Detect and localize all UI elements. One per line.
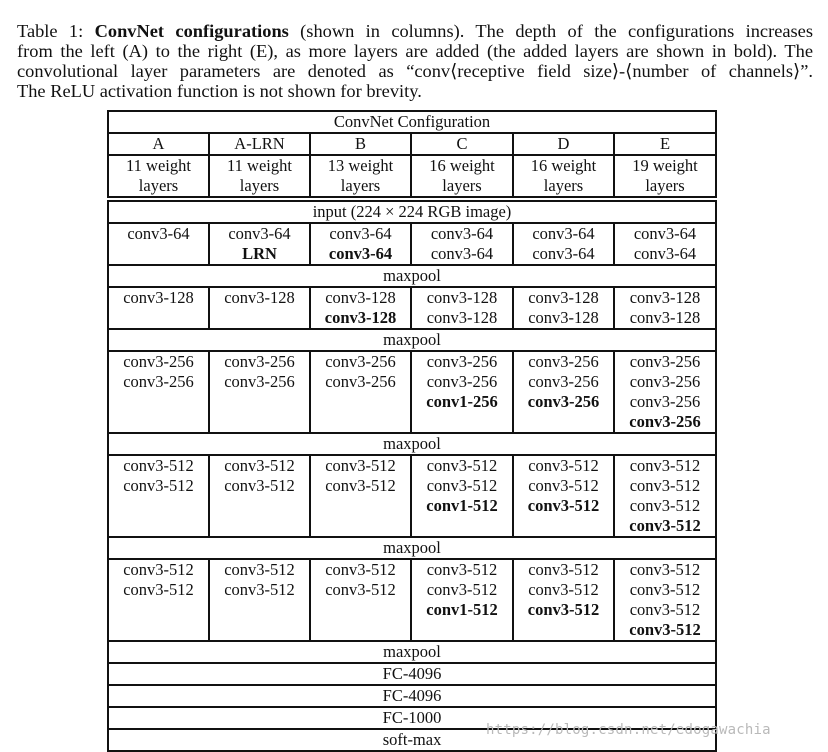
layer-cell: [614, 223, 716, 265]
layer-cell: [411, 559, 513, 641]
maxpool-row-cell: maxpool: [108, 537, 716, 559]
depth-line: layers: [442, 176, 482, 195]
layer-name: conv3-256: [325, 372, 396, 391]
caption-line-3: convolutional layer parameters are denoted as “conv⟨receptive field size⟩-⟨number of channels⟩”.: [17, 61, 813, 81]
layer-name: conv3-512: [629, 600, 701, 619]
layer-name: conv3-256: [629, 352, 701, 371]
depth-line: 19 weight: [632, 156, 698, 175]
layer-name: conv3-512: [629, 580, 701, 599]
layer-name: conv3-512: [224, 476, 295, 495]
layer-name: conv3-64: [633, 224, 697, 243]
layer-name: conv3-128: [528, 288, 599, 307]
column-name-text: A-LRN: [234, 134, 285, 153]
depth-line: 11 weight: [126, 156, 191, 175]
layer-name: conv3-128: [426, 308, 498, 327]
column-name: [513, 133, 614, 155]
caption-title: ConvNet configurations: [94, 21, 289, 41]
layer-cell: [108, 455, 209, 537]
layer-cell: [411, 287, 513, 329]
depth-line: layers: [543, 176, 584, 195]
layer-name: conv3-64: [328, 244, 393, 263]
depth-cell: [411, 155, 513, 197]
depth-cell: [108, 155, 209, 197]
column-name-text: C: [456, 134, 468, 153]
column-name-text: B: [354, 134, 366, 153]
caption-line1-rest: (shown in columns). The depth of the configurations increases: [288, 21, 813, 41]
layer-cell: [513, 559, 614, 641]
caption-prefix: Table 1:: [17, 21, 95, 41]
layer-name: conv3-256: [224, 352, 295, 371]
depth-line: 13 weight: [327, 156, 394, 175]
depth-cell: [614, 155, 716, 197]
layer-name: conv3-64: [127, 224, 190, 243]
layer-name: conv3-512: [527, 496, 600, 515]
depth-line: layers: [340, 176, 381, 195]
layer-name: conv3-512: [629, 620, 701, 639]
layer-cell: [614, 351, 716, 433]
watermark: https://blog.csdn.net/edogawachia: [486, 722, 771, 738]
layer-name: conv3-512: [426, 560, 498, 579]
depth-row: [108, 155, 716, 197]
layer-name: conv3-512: [123, 476, 194, 495]
layer-cell: [614, 287, 716, 329]
layer-cell: [614, 455, 716, 537]
layer-cell: [614, 559, 716, 641]
layer-block-row: [108, 223, 716, 265]
layer-cell: [513, 223, 614, 265]
table-caption: [17, 21, 813, 101]
layer-name: conv3-64: [532, 244, 595, 263]
layer-name: conv3-512: [123, 456, 194, 475]
depth-line: layers: [239, 176, 280, 195]
layer-name: conv3-256: [325, 352, 396, 371]
maxpool-row: [108, 265, 716, 287]
layer-name: conv3-64: [633, 244, 697, 263]
fc-row-cell: FC-4096: [108, 663, 716, 685]
layer-name: conv3-512: [528, 560, 599, 579]
layer-name: conv1-512: [426, 496, 498, 515]
layer-name: conv3-512: [629, 496, 701, 515]
table-header-cell: ConvNet Configuration: [108, 111, 716, 133]
layer-name: conv3-512: [325, 456, 396, 475]
layer-cell: [310, 351, 411, 433]
layer-cell: [108, 223, 209, 265]
layer-name: conv3-128: [629, 308, 701, 327]
fc-row: [108, 663, 716, 685]
maxpool-row: [108, 641, 716, 663]
layer-name: conv3-64: [228, 224, 291, 243]
layer-name: LRN: [242, 244, 277, 263]
layer-cell: [513, 351, 614, 433]
softmax-row-cell: soft-max: [108, 729, 716, 751]
layer-name: conv1-256: [426, 392, 498, 411]
layer-name: conv3-512: [426, 580, 498, 599]
layer-cell: [209, 351, 310, 433]
depth-cell: [310, 155, 411, 197]
layer-block-row: [108, 455, 716, 537]
column-name: [411, 133, 513, 155]
depth-line: 16 weight: [530, 156, 597, 175]
layer-cell: [209, 559, 310, 641]
column-name: [310, 133, 411, 155]
depth-cell: [209, 155, 310, 197]
layer-name: conv3-128: [224, 288, 295, 307]
layer-name: conv3-256: [528, 372, 599, 391]
layer-cell: [108, 351, 209, 433]
layer-cell: [310, 223, 411, 265]
layer-name: conv3-512: [629, 476, 701, 495]
depth-cell: [513, 155, 614, 197]
layer-name: conv3-512: [527, 600, 600, 619]
layer-name: conv3-512: [224, 580, 295, 599]
layer-name: conv3-128: [123, 288, 194, 307]
input-row: [108, 201, 716, 223]
caption-line-1: [17, 21, 813, 41]
layer-cell: [513, 287, 614, 329]
layer-name: conv3-256: [527, 392, 600, 411]
layer-name: conv3-256: [629, 372, 701, 391]
layer-name: conv3-512: [325, 560, 396, 579]
layer-cell: [310, 287, 411, 329]
depth-line: layers: [645, 176, 685, 195]
layer-name: conv3-512: [325, 476, 396, 495]
layer-block-row: [108, 351, 716, 433]
column-names-row: [108, 133, 716, 155]
maxpool-row-cell: maxpool: [108, 641, 716, 663]
layer-name: conv3-256: [528, 352, 599, 371]
layer-name: conv3-64: [532, 224, 595, 243]
layer-cell: [209, 455, 310, 537]
layer-name: conv3-256: [123, 372, 194, 391]
layer-cell: [108, 559, 209, 641]
layer-cell: [411, 351, 513, 433]
depth-line: 16 weight: [429, 156, 495, 175]
layer-cell: [411, 455, 513, 537]
layer-cell: [209, 223, 310, 265]
layer-name: conv3-256: [123, 352, 194, 371]
fc-row-cell: FC-4096: [108, 685, 716, 707]
maxpool-row: [108, 329, 716, 351]
depth-line: layers: [138, 176, 179, 195]
table-header: [108, 111, 716, 133]
caption-line-4: The ReLU activation function is not shown for brevity.: [17, 81, 422, 101]
layer-cell: [108, 287, 209, 329]
maxpool-row: [108, 433, 716, 455]
layer-name: conv3-64: [430, 224, 494, 243]
layer-block-row: [108, 287, 716, 329]
layer-name: conv3-512: [528, 476, 599, 495]
column-name-text: D: [557, 134, 570, 153]
layer-name: conv3-256: [629, 392, 701, 411]
layer-name: conv3-512: [426, 456, 498, 475]
layer-name: conv3-128: [426, 288, 498, 307]
layer-name: conv3-64: [329, 224, 392, 243]
input-row-cell: input (224 × 224 RGB image): [108, 201, 716, 223]
maxpool-row-cell: maxpool: [108, 265, 716, 287]
layer-cell: [310, 559, 411, 641]
layer-name: conv3-512: [629, 560, 701, 579]
layer-name: conv3-128: [325, 288, 396, 307]
config-table: [107, 110, 717, 752]
layer-name: conv3-256: [426, 352, 498, 371]
layer-name: conv3-64: [430, 244, 494, 263]
layer-cell: [513, 455, 614, 537]
layer-name: conv3-256: [426, 372, 498, 391]
fc-row-cell: FC-1000: [108, 707, 716, 729]
layer-name: conv3-512: [528, 580, 599, 599]
layer-name: conv3-256: [629, 412, 701, 431]
layer-name: conv1-512: [426, 600, 498, 619]
column-name-text: E: [659, 134, 671, 153]
layer-name: conv3-512: [325, 580, 396, 599]
layer-cell: [310, 455, 411, 537]
convnet-config-table: [107, 110, 715, 752]
column-name: [209, 133, 310, 155]
layer-name: conv3-128: [324, 308, 397, 327]
column-name: [614, 133, 716, 155]
layer-name: conv3-512: [629, 456, 701, 475]
layer-name: conv3-512: [123, 580, 194, 599]
layer-name: conv3-512: [528, 456, 599, 475]
layer-name: conv3-512: [224, 456, 295, 475]
layer-cell: [411, 223, 513, 265]
column-name-text: A: [152, 134, 165, 153]
layer-name: conv3-512: [426, 476, 498, 495]
column-name: [108, 133, 209, 155]
maxpool-row: [108, 537, 716, 559]
caption-line-2: from the left (A) to the right (E), as more layers are added (the added layers are shown in bold). The: [17, 41, 813, 61]
layer-name: conv3-512: [629, 516, 701, 535]
layer-name: conv3-128: [629, 288, 701, 307]
layer-block-row: [108, 559, 716, 641]
layer-name: conv3-256: [224, 372, 295, 391]
layer-name: conv3-128: [528, 308, 599, 327]
depth-line: 11 weight: [227, 156, 292, 175]
layer-name: conv3-512: [224, 560, 295, 579]
layer-cell: [209, 287, 310, 329]
fc-row: [108, 685, 716, 707]
maxpool-row-cell: maxpool: [108, 329, 716, 351]
maxpool-row-cell: maxpool: [108, 433, 716, 455]
layer-name: conv3-512: [123, 560, 194, 579]
